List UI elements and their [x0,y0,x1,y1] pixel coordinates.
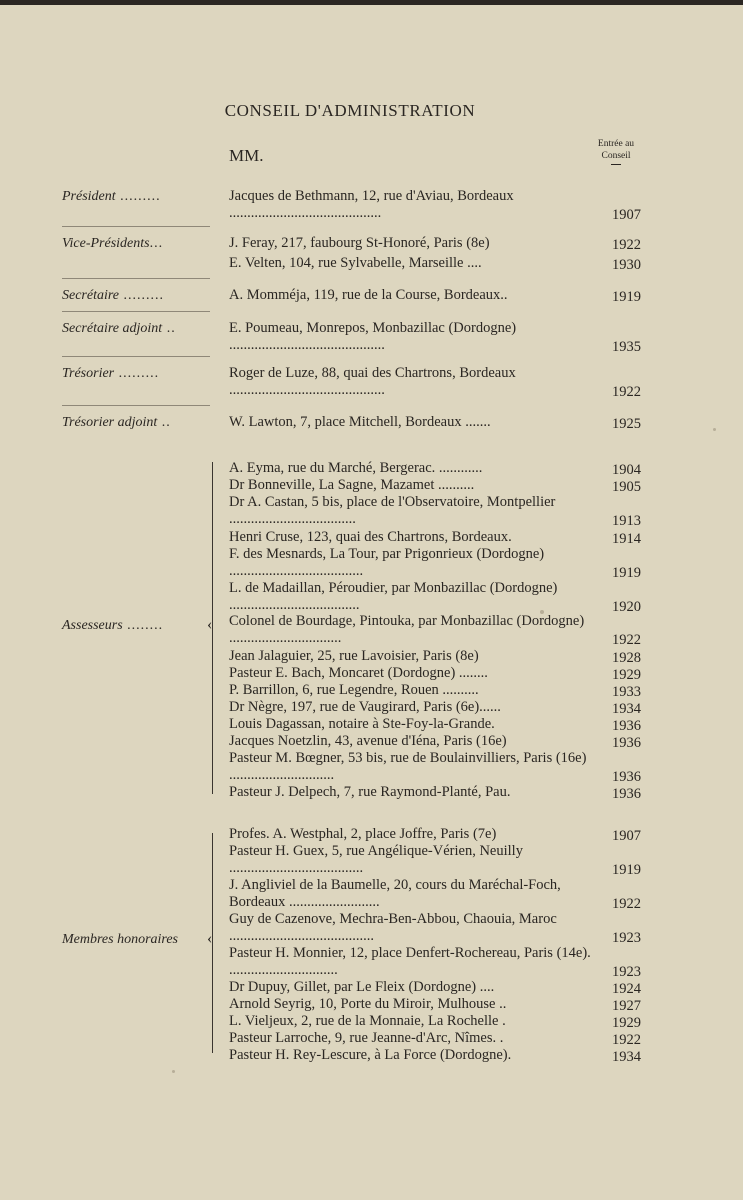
member-entry: Dr Dupuy, Gillet, par Le Fleix (Dordogne) .... 1924 [229,979,641,997]
entry-year: 1922 [612,237,641,253]
entry-year: 1923 [612,963,641,980]
role-membres-honoraires: Membres honoraires [62,932,179,947]
member-entry: Pasteur H. Monnier, 12, place Denfert-Rochereau, Paris (14e). .............................. 1923 [229,945,641,980]
entry-year: 1936 [612,786,641,802]
entry-year: 1905 [612,479,641,495]
entry-year: 1919 [612,564,641,581]
member-entry: Pasteur H. Guex, 5, rue Angélique-Vérien, Neuilly ..................................... 1919 [229,843,641,878]
entry-year: 1934 [612,701,641,717]
entry-year: 1923 [612,929,641,946]
member-entry: Jean Jalaguier, 25, rue Lavoisier, Paris (8e) 1928 [229,648,641,666]
page-title: CONSEIL D'ADMINISTRATION [224,101,476,120]
entry-year: 1928 [612,650,641,666]
entry-year: 1925 [612,416,641,432]
honoraires-brace-tip: ‹ [207,930,213,947]
member-entry: L. Vieljeux, 2, rue de la Monnaie, La Rochelle . 1929 [229,1013,641,1031]
section-separator [62,278,210,279]
honoraires-brace [212,833,223,1053]
member-entry: A. Eyma, rue du Marché, Bergerac. ............ 1904 [229,460,641,478]
section-separator [62,226,210,227]
paper-spot [172,1070,175,1073]
entry-year: 1920 [612,598,641,615]
entry-year: 1914 [612,531,641,547]
member-entry: W. Lawton, 7, place Mitchell, Bordeaux ....... 1925 [229,414,641,432]
member-entry: Louis Dagassan, notaire à Ste-Foy-la-Grande. 1936 [229,716,641,734]
member-entry: Dr A. Castan, 5 bis, place de l'Observatoire, Montpellier ................................... 1913 [229,494,641,529]
entry-year-header [588,138,644,165]
member-entry: A. Momméja, 119, rue de la Course, Bordeaux.. 1919 [229,287,641,305]
entry-year: 1930 [612,257,641,273]
entry-year: 1922 [612,1032,641,1048]
member-entry: Henri Cruse, 123, quai des Chartrons, Bordeaux. 1914 [229,529,641,547]
member-entry: E. Velten, 104, rue Sylvabelle, Marseille .... 1930 [229,255,641,273]
assesseurs-brace-tip: ‹ [207,616,213,633]
top-edge-band [0,0,743,5]
entry-year-header-label: Entrée au Conseil [597,139,635,161]
entry-year: 1913 [612,512,641,529]
section-separator [62,311,210,312]
member-entry: Pasteur H. Rey-Lescure, à La Force (Dordogne). 1934 [229,1047,641,1065]
member-entry: Pasteur M. Bœgner, 53 bis, rue de Boulainvilliers, Paris (16e) ............................. 1936 [229,750,641,785]
member-entry: L. de Madaillan, Péroudier, par Monbazillac (Dordogne) .................................... 1920 [229,580,641,615]
entry-year: 1933 [612,684,641,700]
entry-year: 1907 [612,828,641,844]
entry-year: 1929 [612,1015,641,1031]
member-entry: Roger de Luze, 88, quai des Chartrons, Bordeaux ........................................... 1922 [229,365,641,400]
member-entry: Jacques Noetzlin, 43, avenue d'Iéna, Paris (16e) 1936 [229,733,641,751]
member-entry: Colonel de Bourdage, Pintouka, par Monbazillac (Dordogne) ............................... 1922 [229,613,641,648]
member-entry: Jacques de Bethmann, 12, rue d'Aviau, Bordeaux .......................................... 1907 [229,188,641,223]
member-entry: J. Feray, 217, faubourg St-Honoré, Paris (8e) 1922 [229,235,641,253]
entry-year: 1919 [612,289,641,305]
entry-year: 1907 [612,206,641,223]
section-separator [62,405,210,406]
entry-year: 1904 [612,462,641,478]
role-secretaire: Secrétaire ......... [62,288,165,303]
member-entry: Pasteur J. Delpech, 7, rue Raymond-Planté, Pau. 1936 [229,784,641,802]
header-dash [611,164,621,165]
entry-year: 1935 [612,338,641,355]
member-entry: Pasteur Larroche, 9, rue Jeanne-d'Arc, Nîmes. . 1922 [229,1030,641,1048]
entry-year: 1929 [612,667,641,683]
entry-year: 1924 [612,981,641,997]
member-entry: P. Barrillon, 6, rue Legendre, Rouen .......... 1933 [229,682,641,700]
role-president: Président ......... [62,189,161,204]
member-entry: F. des Mesnards, La Tour, par Prigonrieux (Dordogne) ..................................... 1919 [229,546,641,581]
entry-year: 1922 [612,895,641,912]
members-header: MM. [229,146,264,165]
entry-year: 1936 [612,768,641,785]
entry-year: 1922 [612,383,641,400]
role-tresorier-adjoint: Trésorier adjoint .. [62,415,171,430]
member-entry: Arnold Seyrig, 10, Porte du Miroir, Mulhouse .. 1927 [229,996,641,1014]
paper-spot [713,428,716,431]
member-entry: Pasteur E. Bach, Moncaret (Dordogne) ........ 1929 [229,665,641,683]
entry-year: 1922 [612,631,641,648]
role-secretaire-adjoint: Secrétaire adjoint .. [62,321,176,336]
section-separator [62,356,210,357]
entry-year: 1934 [612,1049,641,1065]
member-entry: E. Poumeau, Monrepos, Monbazillac (Dordogne) ........................................... 1935 [229,320,641,355]
member-entry: J. Angliviel de la Baumelle, 20, cours du Maréchal-Foch, Bordeaux ......................... 1922 [229,877,641,912]
role-assesseurs: Assesseurs ........ [62,618,164,633]
entry-year: 1919 [612,861,641,878]
role-vice-presidents: Vice-Présidents... [62,236,164,251]
member-entry: Guy de Cazenove, Mechra-Ben-Abbou, Chaouia, Maroc ........................................ 1923 [229,911,641,946]
entry-year: 1927 [612,998,641,1014]
entry-year: 1936 [612,735,641,751]
role-tresorier: Trésorier ......... [62,366,160,381]
entry-year: 1936 [612,718,641,734]
member-entry: Dr Bonneville, La Sagne, Mazamet .......... 1905 [229,477,641,495]
member-entry: Dr Nègre, 197, rue de Vaugirard, Paris (6e)...... 1934 [229,699,641,717]
assesseurs-brace [212,462,223,794]
member-entry: Profes. A. Westphal, 2, place Joffre, Paris (7e) 1907 [229,826,641,844]
